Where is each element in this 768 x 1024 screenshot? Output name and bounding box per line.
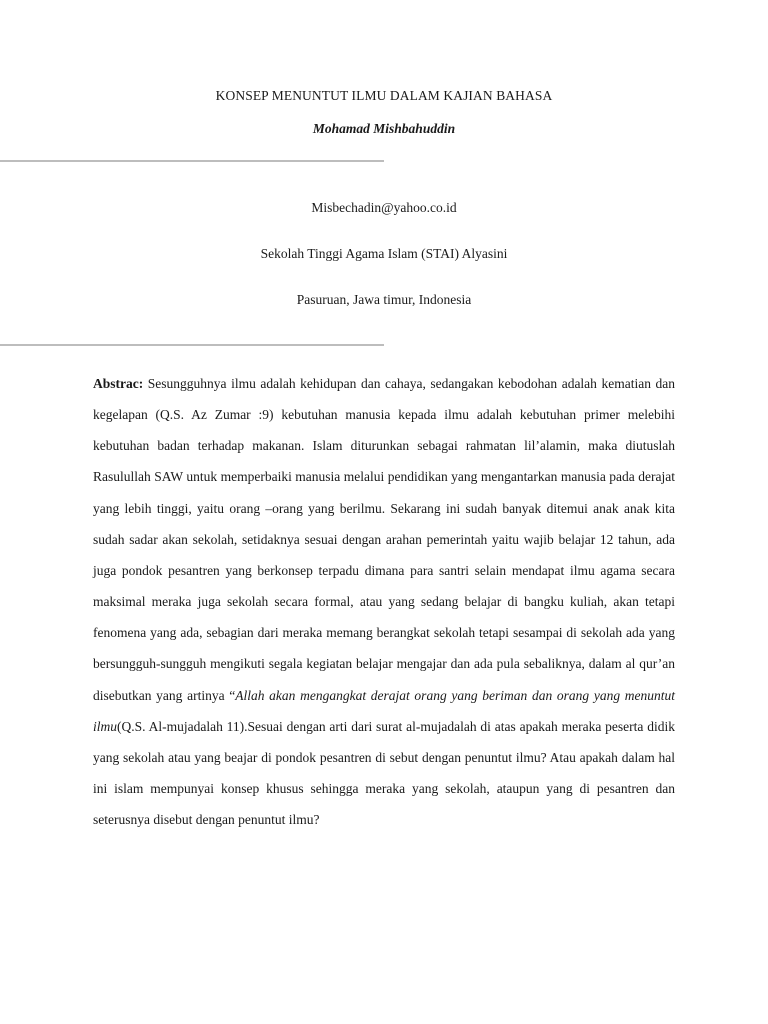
abstract-paragraph [93,368,675,835]
abstract-quote: Allah akan mengangkat derajat orang yang beriman dan orang yang menuntut ilmu [93,687,675,734]
divider-bottom [0,344,384,346]
abstract-text-before-quote: Sesungguhnya ilmu adalah kehidupan dan cahaya, sedangakan kebodohan adalah kematian dan kegelapan (Q.S. Az Zumar :9) kebutuhan manusia kepada ilmu adalah kebutuhan primer melebihi kebutuhan badan terhadap makanan. Islam diturunkan sebagai rahmatan lil’alamin, maka diutuslah Rasulullah SAW untuk memperbaiki manusia melalui pendidikan yang mengantarkan manusia pada derajat yang lebih tinggi, yaitu orang –orang yang berilmu. Sekarang ini sudah banyak ditemui anak anak kita sudah sadar akan sekolah, setidaknya sesuai dengan arahan pemerintah yaitu wajib belajar 12 tahun, ada juga pondok pesantren yang berkonsep terpadu dimana para santri selain mendapat ilmu agama secara maksimal meraka juga sekolah secara formal, atau yang sedang belajar di bangku kuliah, akan tetapi fenomena yang ada, sebagian dari meraka memang berangkat sekolah tetapi sesampai di sekolah ada yang bersungguh-sungguh mengikuti segala kegiatan belajar mengajar dan ada pula sebaliknya, dalam al qur’an disebutkan yang artinya “ [93,376,675,703]
author-location: Pasuruan, Jawa timur, Indonesia [296,292,472,307]
author-name: Mohamad Mishbahuddin [312,121,456,136]
author-institution: Sekolah Tinggi Agama Islam (STAI) Alyasini [260,246,508,261]
divider-top [0,160,384,162]
author-email: Misbechadin@yahoo.co.id [311,200,457,215]
abstract-label: Abstrac: [93,376,144,391]
paper-title: KONSEP MENUNTUT ILMU DALAM KAJIAN BAHASA [215,88,553,103]
abstract-text-after-quote: (Q.S. Al-mujadalah 11).Sesuai dengan arti dari surat al-mujadalah di atas apakah meraka peserta didik yang sekolah atau yang beajar di pondok pesantren di sebut dengan penuntut ilmu? Atau apakah dalam hal ini islam mempunyai konsep khusus sehingga meraka yang sekolah, ataupun yang di pesantren dan seterusnya disebut dengan penuntut ilmu? [93,718,675,828]
